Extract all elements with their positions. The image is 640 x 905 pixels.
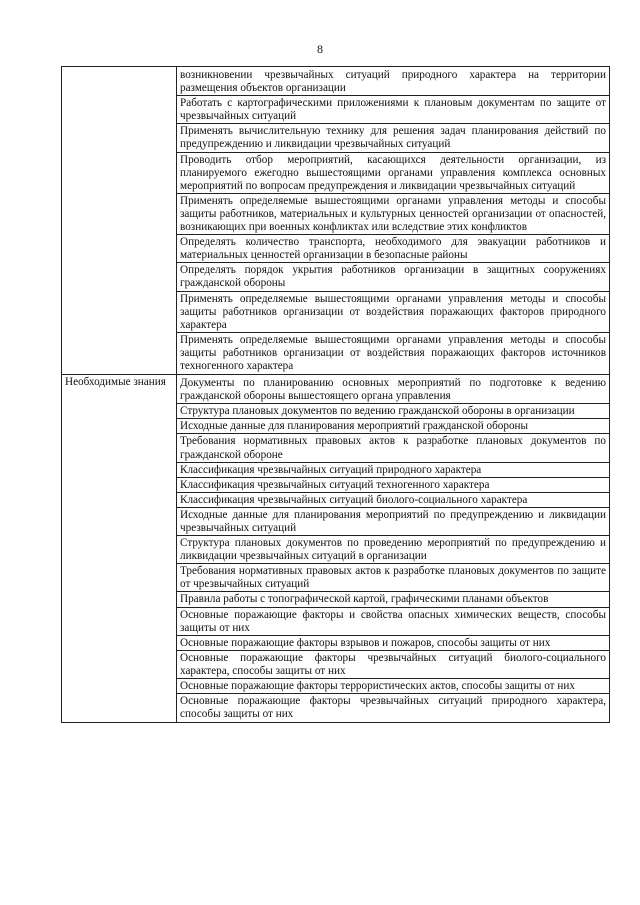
list-item: Структура плановых документов по ведению гражданской обороны в организации — [177, 403, 609, 418]
list-item: Исходные данные для планирования мероприятий по предупреждению и ликвидации чрезвычайных ситуаций — [177, 507, 609, 535]
list-item: Структура плановых документов по проведению мероприятий по предупреждению и ликвидации чрезвычайных ситуаций в организации — [177, 535, 609, 563]
list-item: Правила работы с топографической картой, графическими планами объектов — [177, 591, 609, 606]
list-item: Основные поражающие факторы чрезвычайных ситуаций природного характера, способы защиты от них — [177, 693, 609, 721]
list-item: Определять порядок укрытия работников организации в защитных сооружениях гражданской обороны — [177, 262, 609, 290]
list-item: Определять количество транспорта, необходимого для эвакуации работников и материальных ценностей организации в безопасные районы — [177, 234, 609, 262]
list-item: возникновении чрезвычайных ситуаций природного характера на территории размещения объектов организации — [180, 69, 606, 95]
list-item: Проводить отбор мероприятий, касающихся деятельности организации, из планируемого ежегодно вышестоящими органами управления комплекса основных мероприятий по вопросам предупреждения и ликвидации чрезвычайных ситуаций — [177, 152, 609, 193]
list-item: Основные поражающие факторы террористических актов, способы защиты от них — [177, 678, 609, 693]
list-item: Основные поражающие факторы взрывов и пожаров, способы защиты от них — [177, 635, 609, 650]
list-item: Требования нормативных правовых актов к разработке плановых документов по гражданской обороне — [177, 433, 609, 461]
section-label: Необходимые знания — [62, 375, 177, 723]
list-item: Применять вычислительную технику для решения задач планирования действий по предупреждению и ликвидации чрезвычайных ситуаций — [177, 123, 609, 151]
list-item: Документы по планированию основных мероприятий по подготовке к ведению гражданской обороны вышестоящего органа управления — [180, 377, 606, 403]
skills-section-row — [62, 67, 610, 375]
list-item: Исходные данные для планирования мероприятий гражданской обороны — [177, 418, 609, 433]
requirements-table — [61, 66, 610, 723]
list-item: Классификация чрезвычайных ситуаций природного характера — [177, 462, 609, 477]
section-label — [62, 67, 177, 375]
list-item: Классификация чрезвычайных ситуаций техногенного характера — [177, 477, 609, 492]
list-item: Основные поражающие факторы и свойства опасных химических веществ, способы защиты от них — [177, 607, 609, 635]
list-item: Работать с картографическими приложениями к плановым документам по защите от чрезвычайных ситуаций — [177, 95, 609, 123]
section-items — [177, 67, 610, 375]
list-item: Требования нормативных правовых актов к разработке плановых документов по защите от чрезвычайных ситуаций — [177, 563, 609, 591]
list-item: Классификация чрезвычайных ситуаций биолого-социального характера — [177, 492, 609, 507]
page-number: 8 — [317, 42, 323, 56]
knowledge-section-row — [62, 375, 610, 723]
list-item: Применять определяемые вышестоящими органами управления методы и способы защиты работников организации от воздействия поражающих факторов источников техногенного характера — [177, 332, 609, 373]
list-item: Основные поражающие факторы чрезвычайных ситуаций биолого-социального характера, способы защиты от них — [177, 650, 609, 678]
section-items — [177, 375, 610, 723]
list-item: Применять определяемые вышестоящими органами управления методы и способы защиты работников, материальных и культурных ценностей организации от опасностей, возникающих при военных конфликтах или вследствие этих конфликтов — [177, 193, 609, 234]
list-item: Применять определяемые вышестоящими органами управления методы и способы защиты работников организации от воздействия поражающих факторов природного характера — [177, 291, 609, 332]
